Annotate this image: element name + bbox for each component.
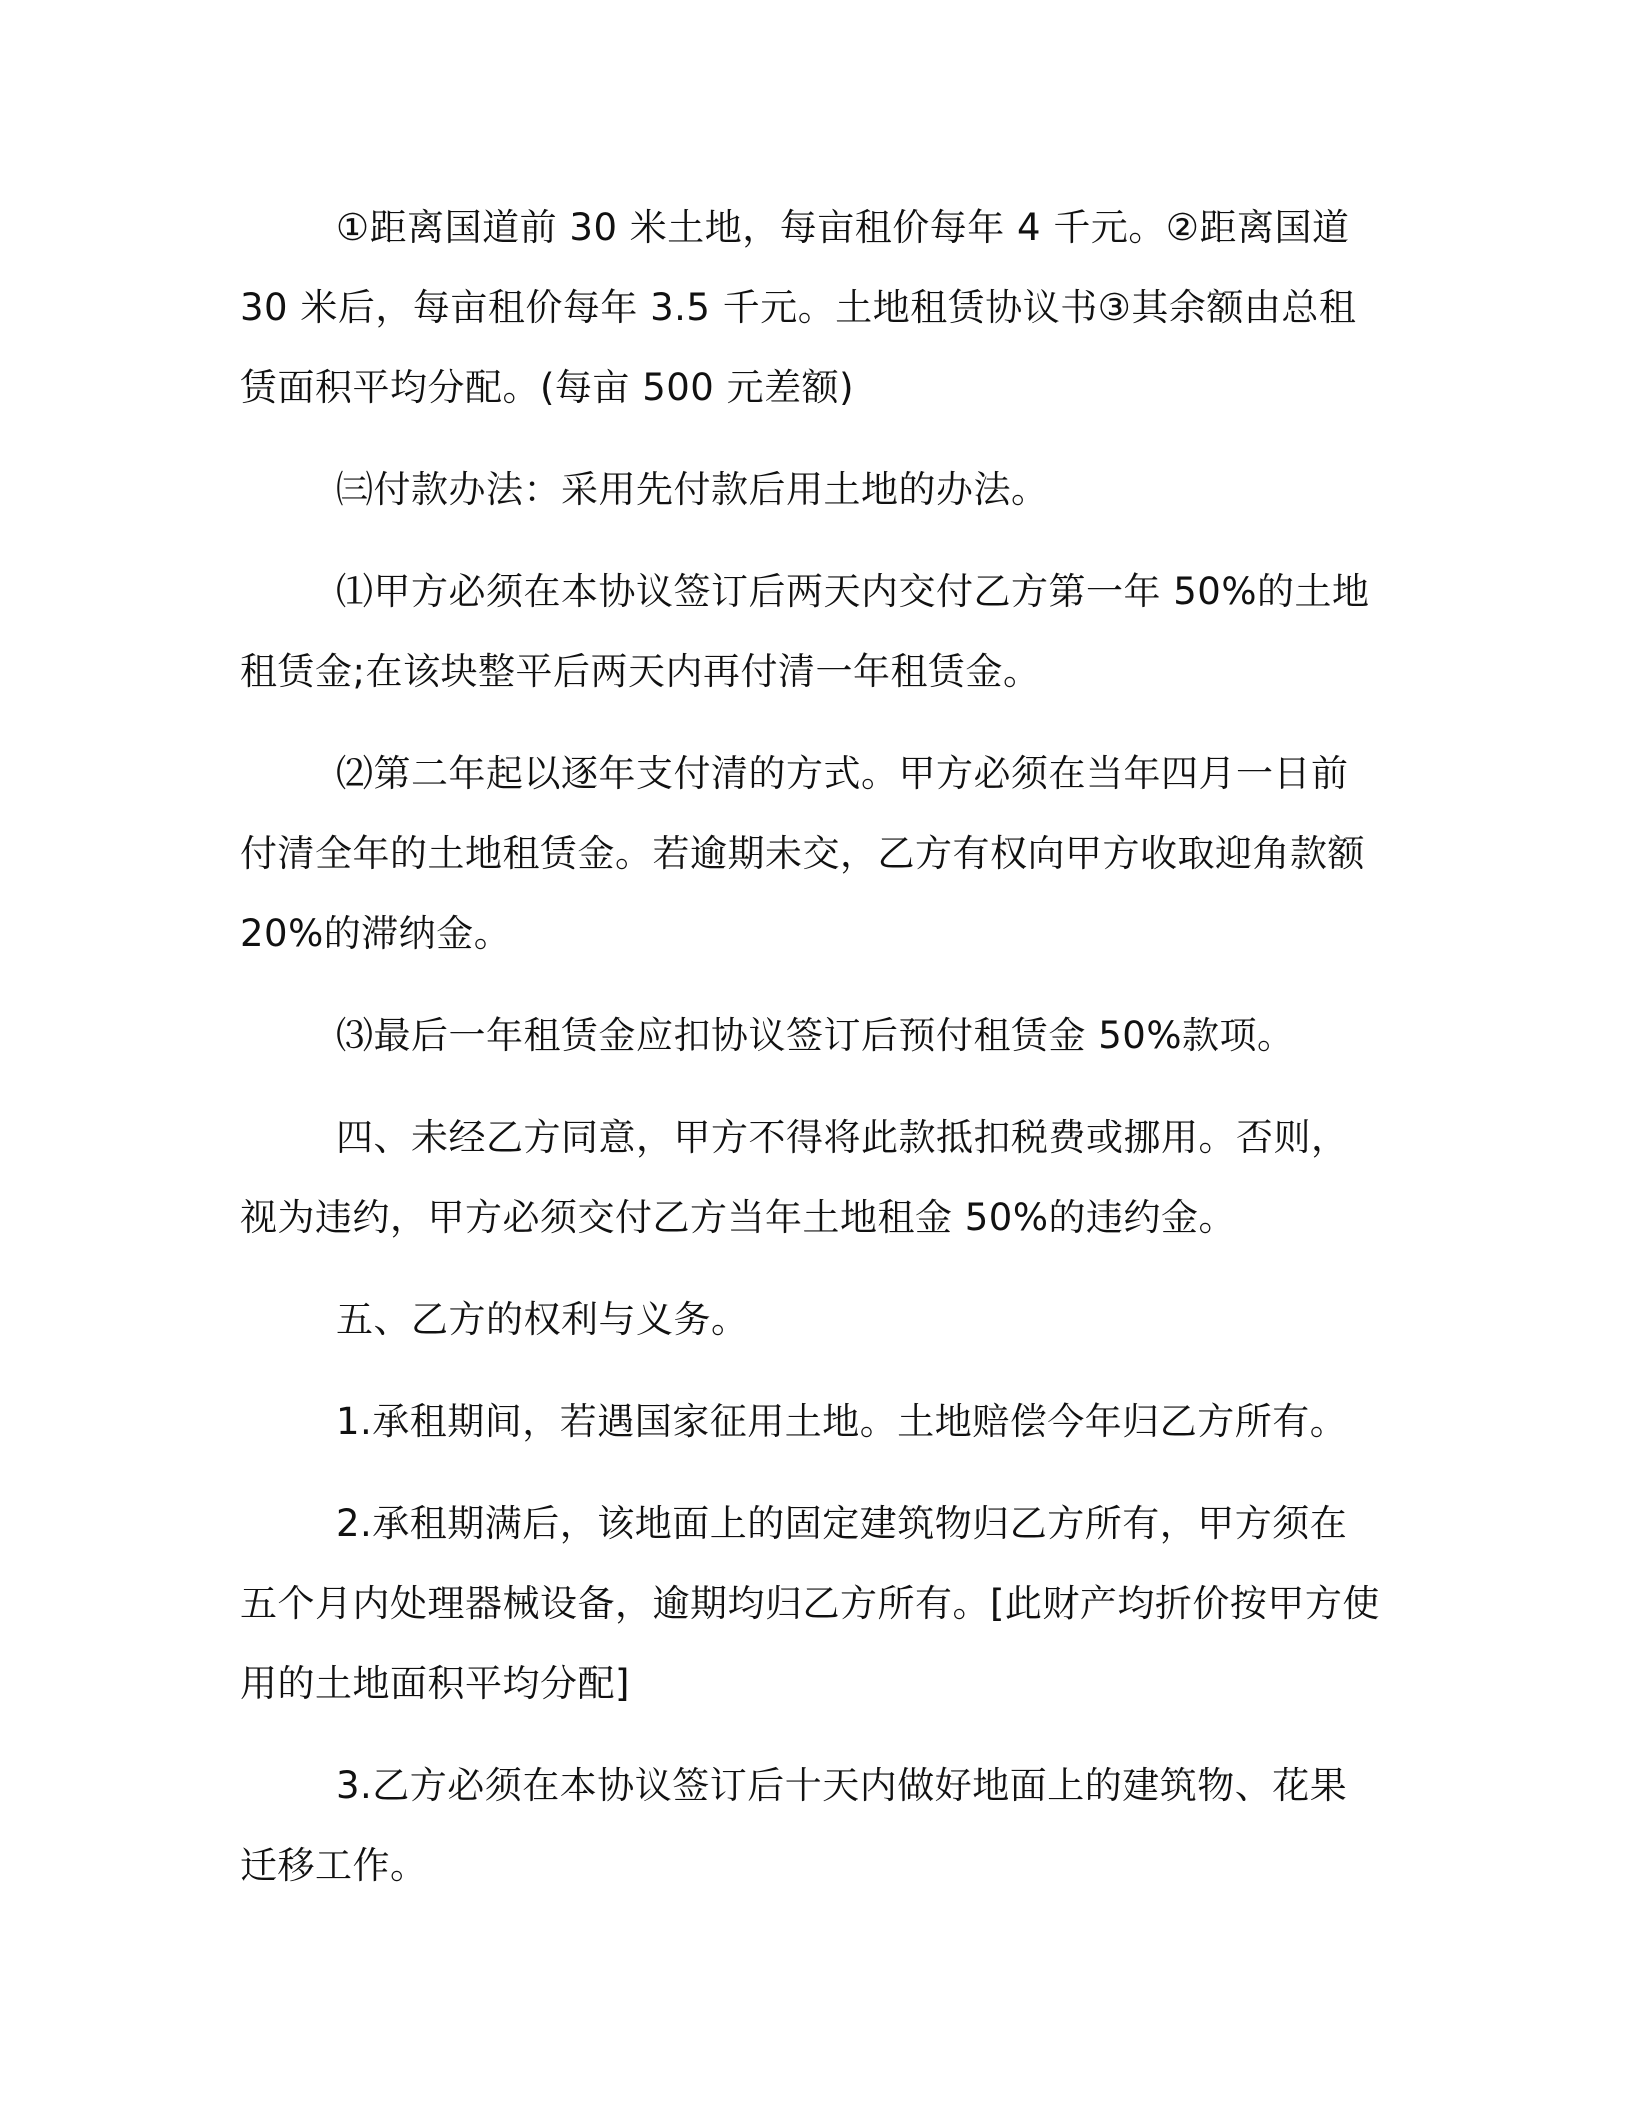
paragraph-payment-method: ㈢付款办法：采用先付款后用土地的办法。	[336, 468, 1049, 511]
paragraph-rights-item-1: 1.承租期间，若遇国家征用土地。土地赔偿今年归乙方所有。	[336, 1400, 1348, 1443]
paragraph-land-rent-prices: ①距离国道前 30 米土地，每亩租价每年 4 千元。②距离国道 30 米后，每亩租价每年 3.5 千元。土地租赁协议书③其余额由总租赁面积平均分配。(每亩 500 元差额)	[240, 206, 1357, 409]
paragraph-rights-item-2: 2.承租期满后，该地面上的固定建筑物归乙方所有，甲方须在五个月内处理器械设备，逾期均归乙方所有。[此财产均折价按甲方使用的土地面积平均分配]	[240, 1502, 1380, 1705]
paragraph-payment-item-1: ⑴甲方必须在本协议签订后两天内交付乙方第一年 50%的土地租赁金;在该块整平后两天内再付清一年租赁金。	[240, 570, 1370, 693]
paragraph-payment-item-3: ⑶最后一年租赁金应扣协议签订后预付租赁金 50%款项。	[336, 1014, 1295, 1057]
paragraph-payment-item-2: ⑵第二年起以逐年支付清的方式。甲方必须在当年四月一日前付清全年的土地租赁金。若逾期未交，乙方有权向甲方收取迎角款额20%的滞纳金。	[240, 752, 1365, 955]
paragraph-section-five-heading: 五、乙方的权利与义务。	[336, 1298, 749, 1341]
paragraph-section-four: 四、未经乙方同意，甲方不得将此款抵扣税费或挪用。否则，视为违约，甲方必须交付乙方当年土地租金 50%的违约金。	[240, 1116, 1349, 1239]
paragraph-rights-item-3: 3.乙方必须在本协议签订后十天内做好地面上的建筑物、花果迁移工作。	[240, 1764, 1348, 1887]
document-body	[240, 188, 1380, 1928]
